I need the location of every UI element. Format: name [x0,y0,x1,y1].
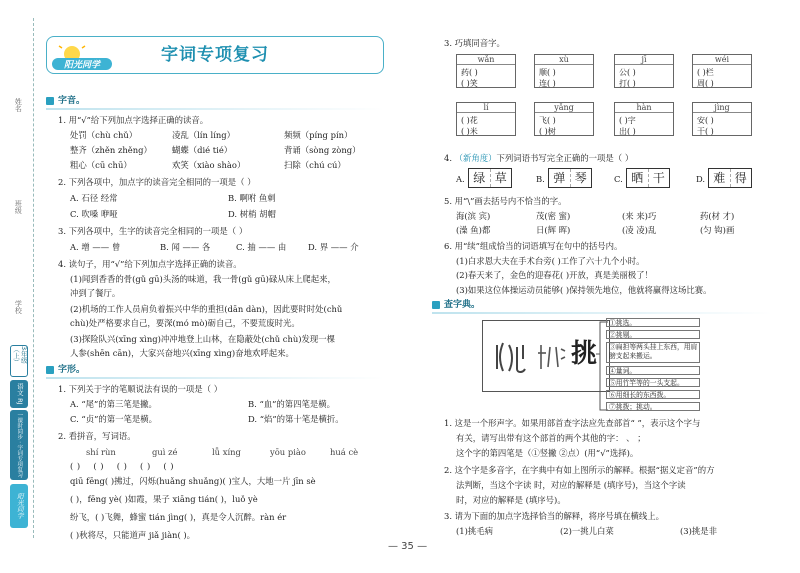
page-number: — 35 — [388,541,428,552]
q5-item: (凌 凌)乱 [622,225,657,235]
s1-q2-option: A. 石径 经常 [70,193,118,203]
s2-q2-line: 纷飞，( )飞舞，蜂蜜 tián jìng( )，真是令人沉醉。ràn ér [70,512,287,522]
section-square-icon [46,97,54,105]
homophone-cell: wǎn 药( ) ( )笑 [456,54,516,88]
r-q6: 6. 用“续”组成恰当的词语填写在句中的括号内。 [444,241,623,251]
dictionary-figure [482,320,610,392]
page-title: 字词专项复习 [161,45,269,65]
definition-item: ⑦挑拨；挑动。 [606,402,700,411]
s2-q2-line: qiū fēng( )拂过，闪烁(huǎng shuǎng)( )宝人，大地一片 jīn sè [70,476,316,486]
s1-q2-option: D. 树梢 胡帽 [228,209,276,219]
s1-q4-line: 冲到了餐厅。 [70,288,121,298]
grade-tab: 3年级（上） [10,345,28,377]
dict-q3-item: (2)一挑儿白菜 [560,526,614,536]
s2-q2-pinyin: huá cè [330,447,359,457]
s1-q3: 3. 下列各项中，生字的读音完全相同的一项是（ ） [58,226,248,236]
brand-tab: 阳光同学 [10,484,28,528]
s1-q4-line: (2)机场的工作人员肩负着振兴中华的重担(dān dàn)，因此要时时处(chǔ [70,304,343,314]
s1-q2-option: B. 啊咐 鱼刺 [228,193,276,203]
s2-q1: 1. 下列关于字的笔顺说法有误的一项是（ ） [58,384,223,394]
q5-item: 海(滨 宾) [456,211,491,221]
q4-word-box: 弹 琴 [548,168,592,188]
q4-word-box: 难 得 [708,168,752,188]
r-q4: 4. （新角度）下列词语书写完全正确的一项是（ ） [444,153,634,163]
s2-q2-line: ( )秋将尽，只能道声 jiǎ jiàn( )。 [70,530,196,540]
section-character-form-header: 字形。 [46,365,85,376]
dict-q1-line: 有关，请写出带有这个部首的两个其他的字： 、 ； [456,433,646,443]
school-label: 学校 [14,300,23,314]
section-square-icon [46,366,54,374]
s1-q4-line: chù)处严格要求自己，要深(mó mò)砺自己，不要荒废时光。 [70,318,300,328]
dict-q1-line: 1. 这是一个形声字。如果用部首查字法应先查部首“ ”，表示这个字与 [444,418,701,428]
dict-q3-item: (3)挑是非 [680,526,717,536]
definition-item: ③扁担等两头挂上东西，用肩膀支起来搬运。 [606,342,700,363]
s1-q2: 2. 下列各项中，加点字的读音完全相同的一项是（ ） [58,177,256,187]
series-tab: 一课时同步 · 字词专项复习 [10,410,28,480]
class-label: 班级 [14,200,23,214]
brand-logo [50,44,116,72]
q5-item: 药(材 才) [700,211,735,221]
s1-q1-item: 整齐（zhěn zhěng） [70,145,152,155]
q6-line: (1)白求恩大夫在手术台旁( )工作了六十九个小时。 [456,256,645,266]
s2-q2-blanks: ( ) ( ) ( ) ( ) ( ) [70,461,175,471]
cut-line [33,18,34,538]
q4-option-label: B. [536,174,545,184]
s1-q1-item: 凌乱（lín líng） [172,130,236,140]
dict-q3-item: (1)挑毛病 [456,526,493,536]
s1-q3-option: A. 增 —— 曾 [70,242,121,252]
sun-logo-icon [50,44,116,72]
s2-q1-option: D. “焰”的第十笔是横折。 [248,414,344,424]
dict-q2-line: 2. 这个字是多音字，在字典中有如上图所示的解释。根据“据义定音”的方 [444,465,715,475]
s1-q4-line: 人参(shēn cān)，大家兴奋地兴(xīng xìng)奋地欢呼起来。 [70,348,294,358]
s2-q2-pinyin: lǚ xíng [212,447,241,457]
dict-q2-line: 法判断，当这个字读 时，对应的解释是 (填序号)，当这个字读 [456,480,686,490]
section-square-icon [432,301,440,309]
section-divider [46,108,384,110]
s1-q3-option: B. 闻 —— 各 [160,242,211,252]
s1-q1-item: 处罚（chù chǔ） [70,130,138,140]
dict-q2-line: 时，对应的解释是 (填序号)。 [456,495,566,505]
s2-q2-pinyin: shí rùn [86,447,116,457]
homophone-cell: hàn ( )字 出( ) [614,102,674,136]
definition-item: ⑤用竹竿等的一头支起。 [606,378,700,387]
s2-q1-option: C. “贞”的第一笔是横。 [70,414,157,424]
logo-text: 阳光同学 [63,60,101,71]
q4-option-label: A. [456,174,465,184]
homophone-cell: jī 公( ) 打( ) [614,54,674,88]
section-dictionary-header: 查字典。 [432,300,480,311]
dict-q3: 3. 请为下面的加点字选择恰当的解释，将序号填在横线上。 [444,511,665,521]
regular-script-glyph: 挑 [571,339,598,369]
clerical-script-glyph-icon [537,341,567,373]
s2-q1-option: B. “血”的第四笔是横。 [248,399,336,409]
r-q5: 5. 用“\”画去括号内不恰当的字。 [444,196,567,206]
homophone-cell: jìng 安( ) 干( ) [692,102,752,136]
dict-q1-line: 这个字的第四笔是（①竖撇 ②点）(用“√”选择)。 [456,448,639,458]
s1-q1-item: 蝴蝶（dié tié） [172,145,233,155]
q4-word-box: 绿 草 [468,168,512,188]
s1-q1: 1. 用“√”给下列加点字选择正确的读音。 [58,115,209,125]
section-divider [46,377,384,379]
s1-q1-item: 扫除（chú cú） [284,160,346,170]
s1-q1-item: 欢笑（xiào shào） [172,160,246,170]
new-angle-tag: （新角度） [454,153,497,163]
q4-word-box: 晒 干 [626,168,670,188]
s1-q1-item: 频频（píng pín） [284,130,353,140]
q5-item: (来 来)巧 [622,211,657,221]
s2-q2: 2. 看拼音，写词语。 [58,431,136,441]
definition-item: ②挑剔。 [606,330,700,339]
q5-item: 日(辉 晖) [536,225,571,235]
definition-item: ⑥用细长的东西拨。 [606,390,700,399]
definition-item: ①挑选。 [606,318,700,327]
s1-q4-line: (3)探险队兴(xīng xìng)冲冲地登上山林，在隐蔽处(chǔ chù)发现一棵 [70,334,336,344]
q4-option-label: D. [696,174,706,184]
subject-tab: 语文 RJ [10,380,28,408]
q6-line: (2)春天来了，金色的迎春花( )开放，真是美丽极了！ [456,270,653,280]
s1-q4-line: (1)闻到香香的骨(gǔ gū)头汤的味道，我一骨(gǔ gū)碌从床上爬起来， [70,274,336,284]
s1-q2-option: C. 吹嗓 咿哑 [70,209,118,219]
s2-q2-pinyin: yōu piào [270,447,306,457]
s2-q2-pinyin: guì zé [152,447,178,457]
homophone-cell: xù 顺( ) 连( ) [534,54,594,88]
r-q3: 3. 巧填同音字。 [444,38,505,48]
q5-item: (匀 钩)画 [700,225,735,235]
s2-q1-option: A. “尾”的第三笔是撇。 [70,399,157,409]
section-pronunciation-header: 字音。 [46,96,85,107]
s2-q2-line: ( )，fēng yè( )如霞，果子 xiāng tián( )，luǒ yè [70,494,258,504]
s1-q1-item: 粗心（cū chū） [70,160,132,170]
s1-q1-item: 背诵（sòng zòng） [284,145,361,155]
q5-item: (澡 鱼)都 [456,225,491,235]
seal-script-glyph-icon [493,339,533,375]
q4-option-label: C. [614,174,623,184]
homophone-cell: lí ( )花 ( )米 [456,102,516,136]
definition-item: ④量词。 [606,366,700,375]
q5-item: 茂(密 蜜) [536,211,571,221]
margin-strip [0,0,36,573]
section-divider [432,312,772,314]
homophone-cell: yǎng 飞( ) ( )树 [534,102,594,136]
s1-q3-option: C. 抽 —— 由 [236,242,287,252]
q6-line: (3)如果这位体操运动员能够( )保持领先地位，他就将赢得这场比赛。 [456,285,712,295]
homophone-cell: wéi ( )栏 周( ) [692,54,752,88]
name-label: 姓名 [14,98,23,112]
s1-q4: 4. 读句子，用“√”给下列加点字选择正确的读音。 [58,259,242,269]
s1-q3-option: D. 界 —— 介 [308,242,359,252]
